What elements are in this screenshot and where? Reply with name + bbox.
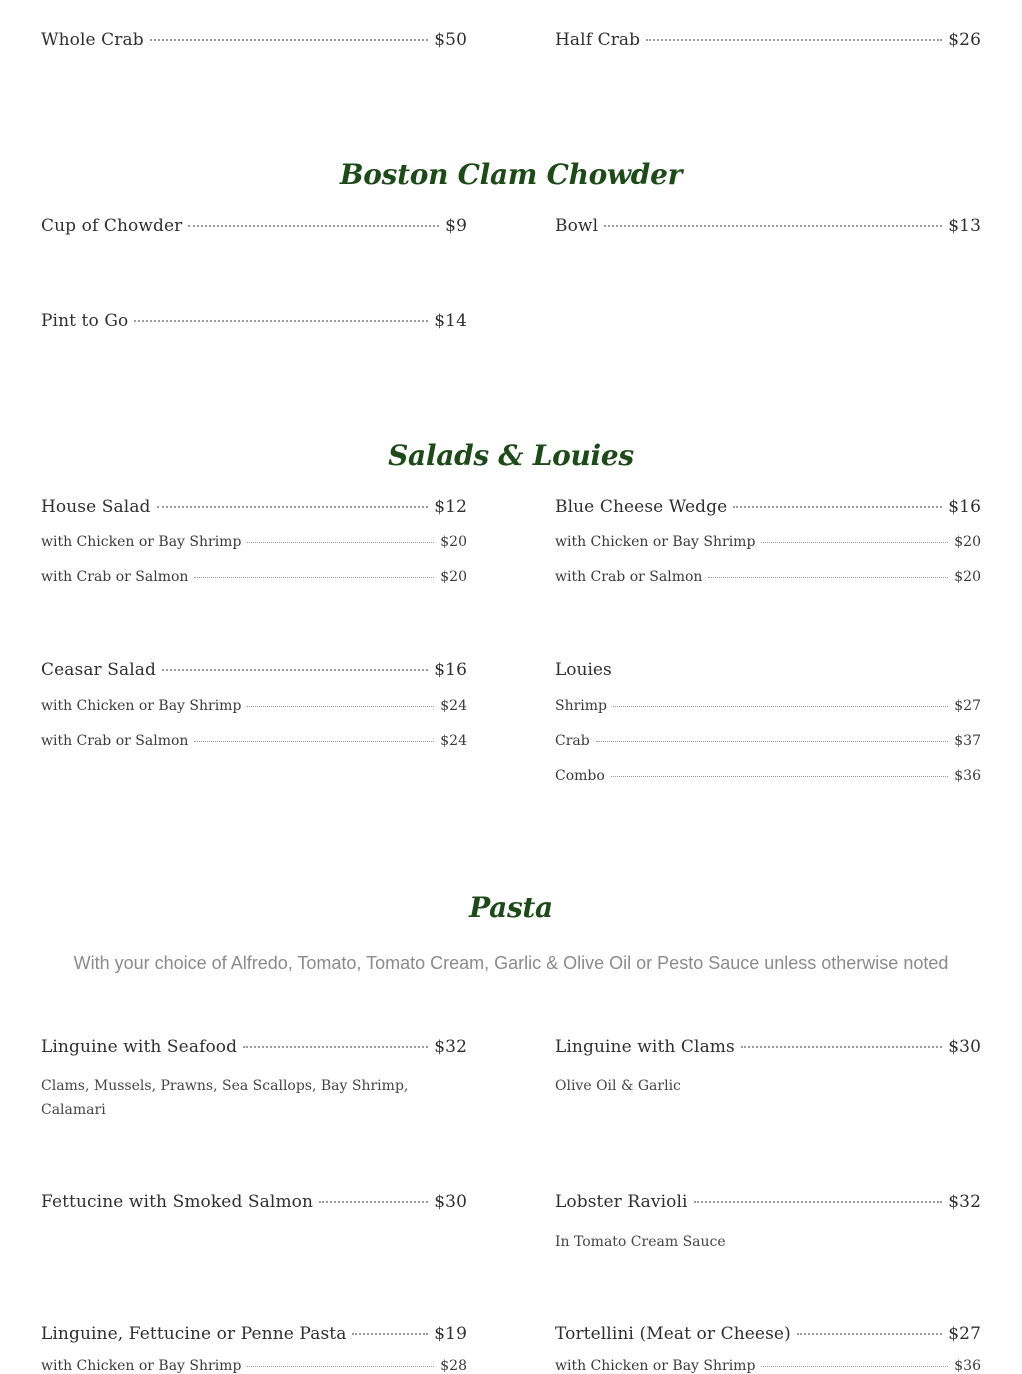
option-price: $20 xyxy=(954,569,981,585)
option-name: with Chicken or Bay Shrimp xyxy=(41,534,242,550)
menu-option-caesar-crab xyxy=(41,733,467,749)
item-price: $9 xyxy=(445,216,467,236)
item-price: $32 xyxy=(434,1037,467,1057)
option-price: $27 xyxy=(954,698,981,714)
dotted-leader xyxy=(596,741,949,742)
option-price: $20 xyxy=(440,569,467,585)
item-name: Ceasar Salad xyxy=(41,660,157,680)
menu-option-louie-shrimp xyxy=(555,698,981,714)
section-title-salads: Salads & Louies xyxy=(388,439,634,472)
dotted-leader xyxy=(708,577,948,578)
dotted-leader xyxy=(243,1046,428,1048)
menu-item-linguine-clams xyxy=(555,1037,981,1057)
dotted-leader xyxy=(319,1201,428,1203)
option-price: $28 xyxy=(440,1358,467,1374)
item-price: $27 xyxy=(948,1324,981,1344)
dotted-leader xyxy=(188,225,439,227)
menu-item-ceasar-salad xyxy=(41,660,467,680)
dotted-leader xyxy=(134,320,428,322)
section-title-pasta: Pasta xyxy=(469,891,553,924)
option-price: $24 xyxy=(440,733,467,749)
dotted-leader xyxy=(694,1201,943,1203)
option-name: Crab xyxy=(555,733,590,749)
item-name: Linguine with Seafood xyxy=(41,1037,238,1057)
menu-option-louie-crab xyxy=(555,733,981,749)
option-name: with Crab or Salmon xyxy=(555,569,703,585)
dotted-leader xyxy=(247,706,434,707)
menu-item-pint-to-go xyxy=(41,311,467,331)
dotted-leader xyxy=(741,1046,942,1048)
option-name: with Chicken or Bay Shrimp xyxy=(555,534,756,550)
menu-item-cup-of-chowder xyxy=(41,216,467,236)
menu-item-louies: Louies xyxy=(555,660,612,680)
option-name: Shrimp xyxy=(555,698,608,714)
menu-option-tortellini-chicken xyxy=(555,1358,981,1374)
item-price: $30 xyxy=(434,1192,467,1212)
item-name: Half Crab xyxy=(555,30,641,50)
pasta-sauce-note: With your choice of Alfredo, Tomato, Tomato Cream, Garlic & Olive Oil or Pesto Sauce unless otherwise noted xyxy=(73,953,949,973)
item-price: $16 xyxy=(948,497,981,517)
dotted-leader xyxy=(162,669,428,671)
option-name: with Chicken or Bay Shrimp xyxy=(555,1358,756,1374)
item-name: Lobster Ravioli xyxy=(555,1192,688,1212)
menu-option-house-crab xyxy=(41,569,467,585)
option-name: with Crab or Salmon xyxy=(41,733,189,749)
item-description: Clams, Mussels, Prawns, Sea Scallops, Bay Shrimp, Calamari xyxy=(41,1078,409,1118)
dotted-leader xyxy=(247,1366,434,1367)
dotted-leader xyxy=(797,1333,942,1335)
option-name: Combo xyxy=(555,768,605,784)
menu-option-louie-combo xyxy=(555,768,981,784)
menu-item-house-salad xyxy=(41,497,467,517)
item-description: In Tomato Cream Sauce xyxy=(555,1234,726,1250)
dotted-leader xyxy=(733,506,942,508)
item-name: Bowl xyxy=(555,216,599,236)
option-name: with Chicken or Bay Shrimp xyxy=(41,698,242,714)
item-price: $19 xyxy=(434,1324,467,1344)
section-title-chowder: Boston Clam Chowder xyxy=(339,158,683,191)
option-price: $20 xyxy=(440,534,467,550)
dotted-leader xyxy=(761,1366,948,1367)
item-name: Linguine with Clams xyxy=(555,1037,735,1057)
option-price: $36 xyxy=(954,768,981,784)
item-name: Fettucine with Smoked Salmon xyxy=(41,1192,314,1212)
dotted-leader xyxy=(611,776,948,777)
item-name: Pint to Go xyxy=(41,311,129,331)
menu-option-wedge-chicken xyxy=(555,534,981,550)
option-price: $36 xyxy=(954,1358,981,1374)
item-name: House Salad xyxy=(41,497,151,517)
menu-item-lobster-ravioli xyxy=(555,1192,981,1212)
dotted-leader xyxy=(150,39,429,41)
item-name: Whole Crab xyxy=(41,30,144,50)
menu-item-bowl xyxy=(555,216,981,236)
menu-option-plain-chicken xyxy=(41,1358,467,1374)
dotted-leader xyxy=(194,741,434,742)
item-price: $26 xyxy=(948,30,981,50)
dotted-leader xyxy=(604,225,942,227)
menu-option-caesar-chicken xyxy=(41,698,467,714)
option-name: with Crab or Salmon xyxy=(41,569,189,585)
menu-option-wedge-crab xyxy=(555,569,981,585)
menu-item-pasta-plain xyxy=(41,1324,467,1344)
menu-item-half-crab xyxy=(555,30,981,50)
item-price: $30 xyxy=(948,1037,981,1057)
menu-item-linguine-seafood xyxy=(41,1037,467,1057)
dotted-leader xyxy=(613,706,948,707)
dotted-leader xyxy=(157,506,429,508)
item-name: Linguine, Fettucine or Penne Pasta xyxy=(41,1324,347,1344)
item-price: $14 xyxy=(434,311,467,331)
item-name: Tortellini (Meat or Cheese) xyxy=(555,1324,791,1344)
menu-item-blue-cheese-wedge xyxy=(555,497,981,517)
item-price: $16 xyxy=(434,660,467,680)
dotted-leader xyxy=(247,542,434,543)
menu-option-house-chicken xyxy=(41,534,467,550)
item-price: $13 xyxy=(948,216,981,236)
menu-item-fettucine-salmon xyxy=(41,1192,467,1212)
option-price: $37 xyxy=(954,733,981,749)
item-price: $50 xyxy=(434,30,467,50)
item-name: Cup of Chowder xyxy=(41,216,183,236)
menu-item-tortellini xyxy=(555,1324,981,1344)
dotted-leader xyxy=(352,1333,428,1335)
option-price: $20 xyxy=(954,534,981,550)
dotted-leader xyxy=(761,542,948,543)
item-name: Blue Cheese Wedge xyxy=(555,497,728,517)
dotted-leader xyxy=(194,577,434,578)
option-name: with Chicken or Bay Shrimp xyxy=(41,1358,242,1374)
item-price: $32 xyxy=(948,1192,981,1212)
menu-item-whole-crab xyxy=(41,30,467,50)
item-description: Olive Oil & Garlic xyxy=(555,1078,681,1094)
option-price: $24 xyxy=(440,698,467,714)
item-price: $12 xyxy=(434,497,467,517)
dotted-leader xyxy=(646,39,942,41)
